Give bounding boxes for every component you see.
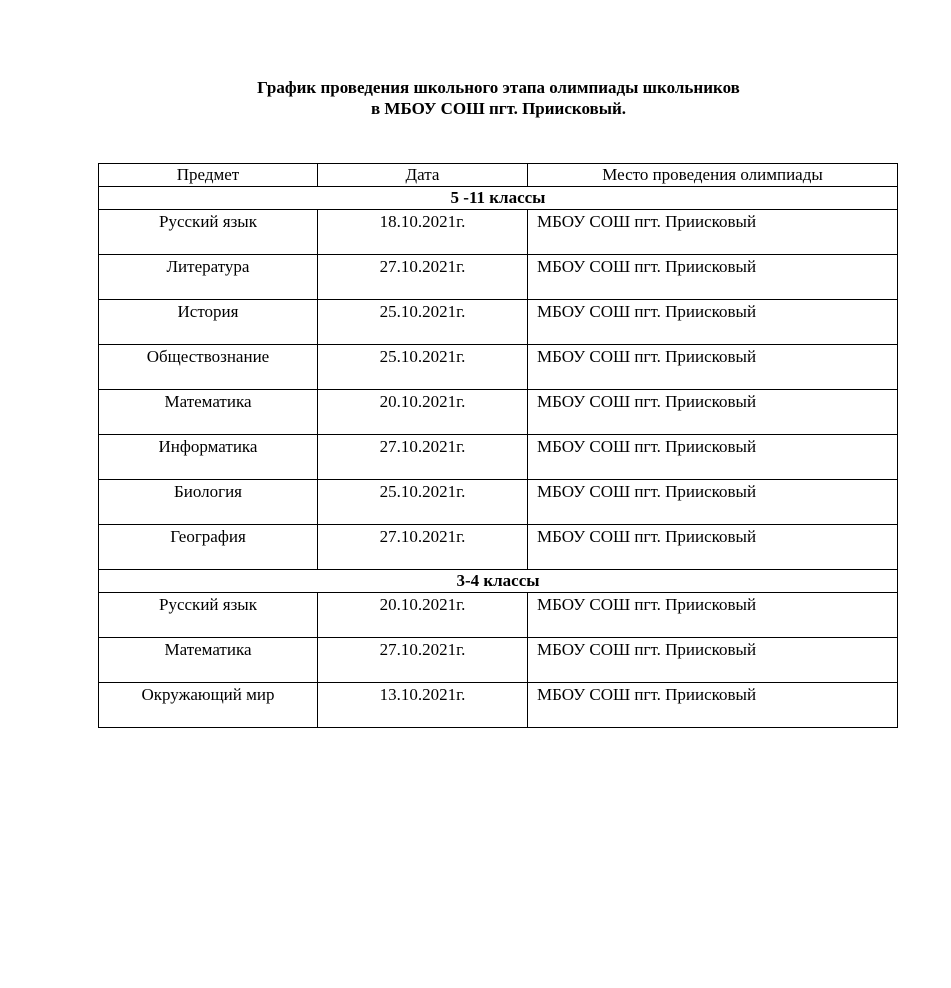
document-title-line-2: в МБОУ СОШ пгт. Приисковый. — [370, 99, 627, 118]
date-cell: 27.10.2021г. — [318, 638, 528, 683]
table-row — [99, 300, 898, 345]
subject-cell: Математика — [99, 638, 318, 683]
header-subject: Предмет — [99, 164, 318, 187]
table-row — [99, 593, 898, 638]
subject-cell: Биология — [99, 480, 318, 525]
date-cell: 27.10.2021г. — [318, 255, 528, 300]
place-cell: МБОУ СОШ пгт. Приисковый — [528, 683, 898, 728]
header-date: Дата — [318, 164, 528, 187]
section-row — [99, 570, 898, 593]
table-row — [99, 480, 898, 525]
date-cell: 18.10.2021г. — [318, 210, 528, 255]
date-cell: 20.10.2021г. — [318, 390, 528, 435]
table-row — [99, 683, 898, 728]
table-row — [99, 210, 898, 255]
subject-cell: Литература — [99, 255, 318, 300]
date-cell: 25.10.2021г. — [318, 345, 528, 390]
olympiad-schedule-table — [98, 163, 898, 728]
place-cell: МБОУ СОШ пгт. Приисковый — [528, 593, 898, 638]
header-place: Место проведения олимпиады — [528, 164, 898, 187]
place-cell: МБОУ СОШ пгт. Приисковый — [528, 210, 898, 255]
subject-cell: Обществознание — [99, 345, 318, 390]
subject-cell: Русский язык — [99, 593, 318, 638]
table-row — [99, 345, 898, 390]
date-cell: 20.10.2021г. — [318, 593, 528, 638]
place-cell: МБОУ СОШ пгт. Приисковый — [528, 638, 898, 683]
section-label: 5 -11 классы — [99, 187, 898, 210]
table-row — [99, 390, 898, 435]
place-cell: МБОУ СОШ пгт. Приисковый — [528, 390, 898, 435]
place-cell: МБОУ СОШ пгт. Приисковый — [528, 525, 898, 570]
table-row — [99, 638, 898, 683]
section-label: 3-4 классы — [99, 570, 898, 593]
date-cell: 25.10.2021г. — [318, 300, 528, 345]
subject-cell: Математика — [99, 390, 318, 435]
table-body — [99, 187, 898, 728]
subject-cell: География — [99, 525, 318, 570]
table-row — [99, 435, 898, 480]
table-row — [99, 255, 898, 300]
date-cell: 27.10.2021г. — [318, 435, 528, 480]
table-row — [99, 525, 898, 570]
date-cell: 27.10.2021г. — [318, 525, 528, 570]
table-header-row — [99, 164, 898, 187]
date-cell: 13.10.2021г. — [318, 683, 528, 728]
place-cell: МБОУ СОШ пгт. Приисковый — [528, 480, 898, 525]
place-cell: МБОУ СОШ пгт. Приисковый — [528, 435, 898, 480]
date-cell: 25.10.2021г. — [318, 480, 528, 525]
place-cell: МБОУ СОШ пгт. Приисковый — [528, 300, 898, 345]
document-title-line-1: График проведения школьного этапа олимпиады школьников — [257, 78, 740, 97]
place-cell: МБОУ СОШ пгт. Приисковый — [528, 345, 898, 390]
subject-cell: Окружающий мир — [99, 683, 318, 728]
place-cell: МБОУ СОШ пгт. Приисковый — [528, 255, 898, 300]
document-title — [0, 77, 951, 119]
subject-cell: Информатика — [99, 435, 318, 480]
subject-cell: История — [99, 300, 318, 345]
subject-cell: Русский язык — [99, 210, 318, 255]
section-row — [99, 187, 898, 210]
